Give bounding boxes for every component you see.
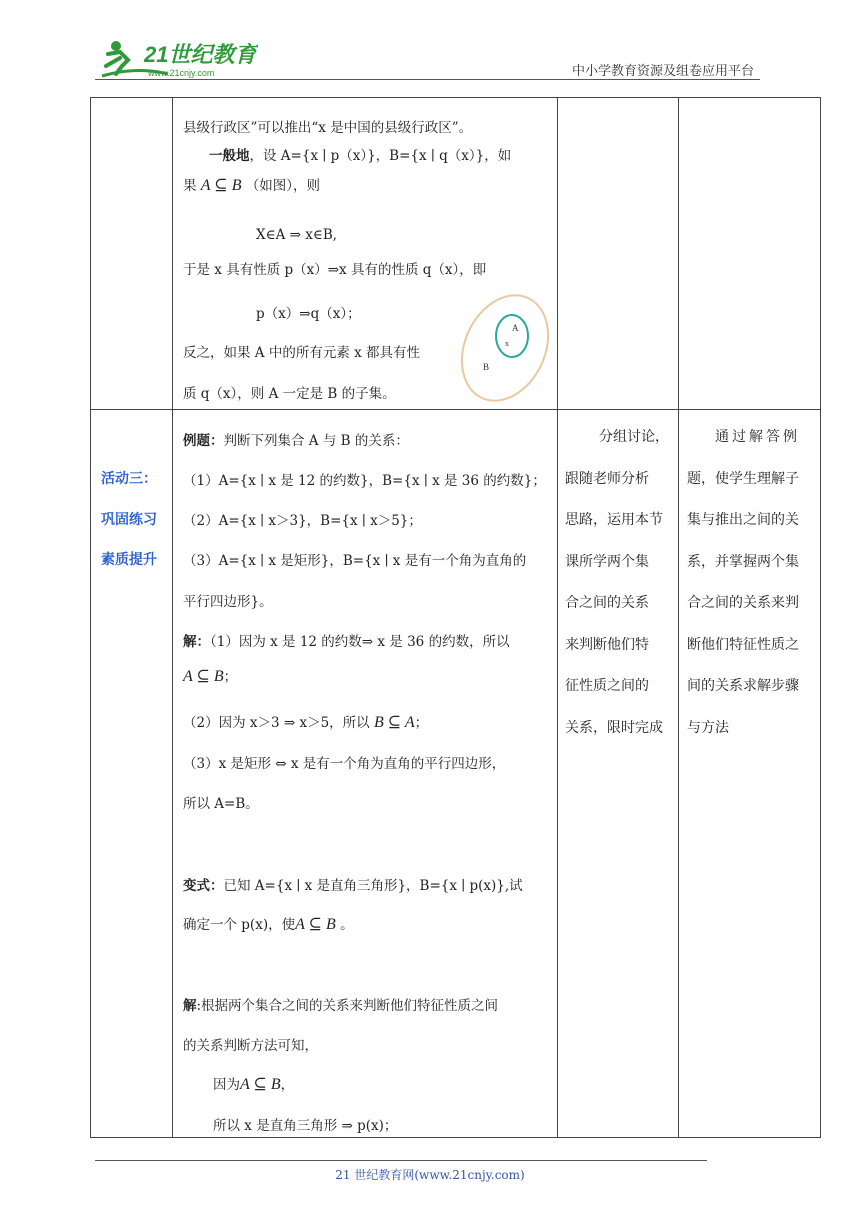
student-activity: 分组讨论， 跟随老师分析 思路，运用本节 课所学两个集 合之间的关系 来判断他们特 征性质之间的 关系，限时完成 (565, 429, 669, 736)
solution-3-cont: 所以 A=B。 (183, 796, 259, 812)
question-3: （3）A={x ∣ x 是矩形}，B={x ∣ x 是有一个角为直角的 (183, 553, 527, 569)
solution-variation-2: 的关系判断方法可知， (183, 1038, 318, 1054)
cell1-line1: 县级行政区”可以推出“x 是中国的县级行政区”。 (183, 120, 473, 136)
cell1-line6: p（x）⇒q（x）； (256, 306, 361, 322)
svg-text:www.21cnjy.com: www.21cnjy.com (148, 68, 215, 78)
cell1-line2: 一般地，设 A={x ∣ p（x）}，B={x ∣ q（x）}，如 (209, 148, 512, 164)
question-3-cont: 平行四边形}。 (183, 594, 273, 610)
solution-variation-3: 因为A ⊆ B， (213, 1076, 295, 1093)
svg-text:x: x (505, 339, 509, 348)
solution-2: （2）因为 x＞3 ⇒ x＞5，所以 B ⊆ A； (183, 714, 429, 731)
row-divider (91, 409, 820, 410)
solution-1: 解：（1）因为 x 是 12 的约数⇒ x 是 36 的约数，所以 (183, 634, 510, 650)
header-divider (95, 79, 760, 80)
svg-text:A: A (512, 323, 519, 333)
solution-variation-4: 所以 x 是直角三角形 ⇒ p(x)； (213, 1118, 398, 1134)
lesson-table (90, 97, 821, 1138)
col-divider-1 (172, 98, 173, 1137)
question-2: （2）A={x ∣ x＞3}，B={x ∣ x＞5}； (183, 513, 422, 529)
cell1-line8: 质 q（x），则 A 一定是 B 的子集。 (183, 386, 396, 402)
design-intent: 通过解答例 题，使学生理解子 集与推出之间的关 系，并掌握两个集 合之间的关系来判 断他们特征性质之 间的关系求解步骤 与方法 (687, 429, 800, 736)
activity-label-1: 活动三： (101, 471, 157, 487)
variation-heading: 变式：已知 A={x ∣ x 是直角三角形}，B={x ∣ p(x)},试 (183, 878, 523, 894)
solution-variation: 解:根据两个集合之间的关系来判断他们特征性质之间 (183, 998, 499, 1014)
solution-3: （3）x 是矩形 ⇔ x 是有一个角为直角的平行四边形， (183, 756, 506, 772)
svg-text:21世纪教育: 21世纪教育 (144, 42, 257, 67)
svg-text:B: B (483, 362, 490, 372)
cell1-line7: 反之，如果 A 中的所有元素 x 都具有性 (183, 345, 421, 361)
question-1: （1）A={x ∣ x 是 12 的约数}，B={x ∣ x 是 36 的约数}； (183, 473, 546, 489)
platform-title: 中小学教育资源及组卷应用平台 (571, 64, 754, 79)
col-divider-3 (678, 98, 679, 1137)
col-divider-2 (557, 98, 558, 1137)
cell1-line4: X∈A ⇒ x∈B, (256, 227, 338, 243)
activity-label-2: 巩固练习 (101, 512, 157, 528)
example-heading: 例题：判断下列集合 A 与 B 的关系： (183, 433, 409, 449)
venn-diagram (457, 290, 553, 406)
cell1-line5: 于是 x 具有性质 p（x）⇒x 具有的性质 q（x），即 (183, 262, 487, 278)
footer-text: 21 世纪教育网(www.21cnjy.com) (335, 1168, 525, 1182)
activity-label-3: 素质提升 (101, 552, 157, 568)
solution-1-cont: A ⊆ B； (183, 668, 238, 685)
cell1-line3: 果 A ⊆ B （如图），则 (183, 177, 321, 194)
footer-divider (95, 1160, 707, 1161)
site-logo (98, 36, 258, 80)
variation-cont: 确定一个 p(x)，使A ⊆ B 。 (183, 916, 354, 933)
